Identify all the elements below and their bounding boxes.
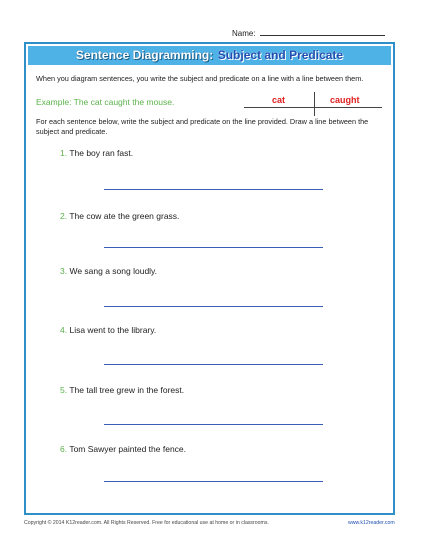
item-number: 4. [60,325,68,335]
item-number: 2. [60,211,68,221]
footer-url[interactable]: www.k12reader.com [348,520,395,526]
exercise-item-4 [60,325,156,335]
item-sentence: We sang a song loudly. [69,266,158,276]
answer-line-5[interactable] [104,424,323,425]
answer-line-6[interactable] [104,481,323,482]
answer-line-3[interactable] [104,306,323,307]
title-banner [28,46,391,65]
exercise-item-3 [60,266,157,276]
item-number: 6. [60,444,68,454]
exercise-item-1 [60,148,133,158]
name-label: Name: [232,29,256,38]
item-sentence: The tall tree grew in the forest. [69,385,185,395]
item-sentence: The cow ate the green grass. [69,211,180,221]
exercise-item-5 [60,385,184,395]
footer-copyright: Copyright © 2014 K12reader.com. All Rights Reserved. Free for educational use at home or in classrooms. [24,520,269,526]
answer-line-1[interactable] [104,189,323,190]
item-sentence: Tom Sawyer painted the fence. [69,444,187,454]
diagram-divider [314,92,315,116]
item-number: 3. [60,266,68,276]
diagram-predicate: caught [330,95,360,105]
instructions-text: For each sentence below, write the subject and predicate on the line provided. Draw a line between the subject and predicate. [36,117,369,136]
name-line[interactable] [260,27,385,36]
item-sentence: The boy ran fast. [69,148,134,158]
name-field [232,27,385,38]
item-number: 5. [60,385,68,395]
exercise-item-2 [60,211,179,221]
intro-text: When you diagram sentences, you write the subject and predicate on a line with a line between them. [36,74,364,83]
title-main: Sentence Diagramming: [75,48,214,62]
example-sentence: Example: The cat caught the mouse. [36,97,175,107]
worksheet-frame [24,42,395,515]
title-accent: Subject and Predicate [217,48,344,62]
diagram-subject: cat [272,95,286,105]
answer-line-4[interactable] [104,364,323,365]
exercise-item-6 [60,444,186,454]
item-number: 1. [60,148,68,158]
item-sentence: Lisa went to the library. [69,325,157,335]
answer-line-2[interactable] [104,247,323,248]
diagram-baseline [244,107,382,108]
example-diagram [244,92,382,116]
